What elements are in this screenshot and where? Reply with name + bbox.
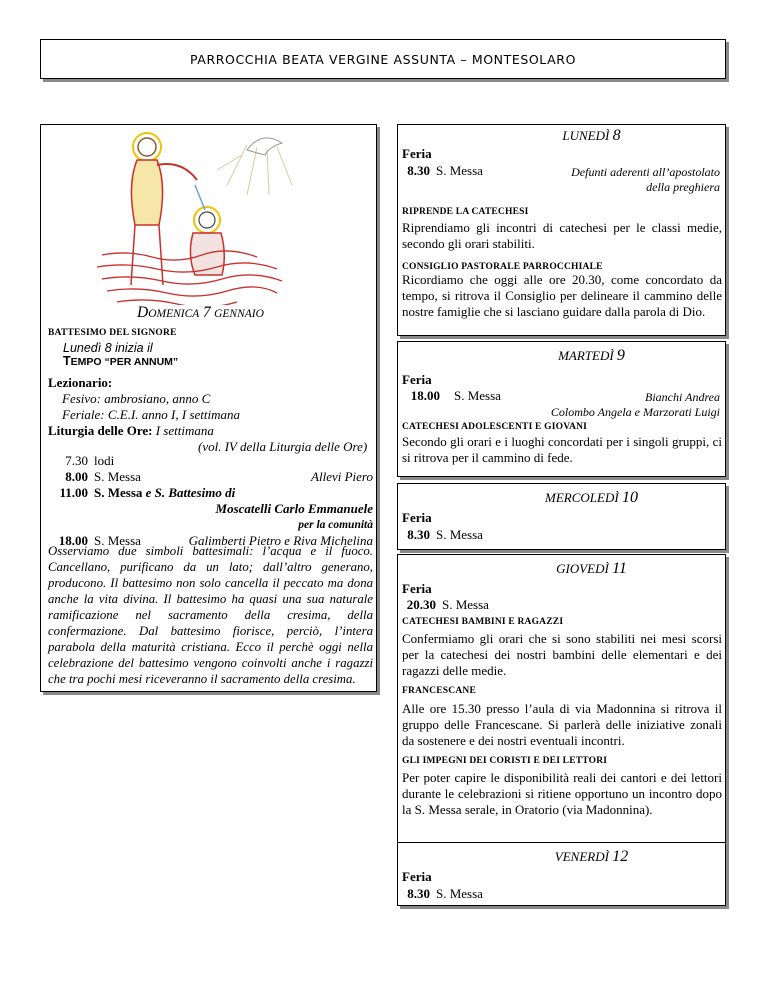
liturgia-value: I settimana	[155, 423, 214, 438]
mass-desc: S. Messa	[436, 163, 483, 178]
section-heading: FRANCESCANE	[402, 686, 476, 696]
schedule-row	[48, 453, 373, 469]
tempo-notice	[63, 342, 178, 369]
lezionario-block	[48, 375, 373, 455]
schedule-time: 11.00	[59, 485, 88, 500]
mass-time: 18.00	[410, 388, 440, 403]
mass-time: 8.30	[407, 163, 430, 178]
section-text: Riprendiamo gli incontri di catechesi per le classi medie, secondo gli orari stabiliti.	[402, 220, 722, 251]
tempo-line2	[63, 355, 178, 369]
schedule-desc: lodi	[94, 453, 115, 468]
mass-intent-line2: della preghiera	[646, 180, 720, 194]
tempo-line2-cap: T	[63, 354, 71, 368]
mass-desc: S. Messa	[436, 886, 483, 901]
schedule-desc-extra: e S. Battesimo di	[142, 485, 236, 500]
sunday-schedule	[48, 453, 373, 549]
mass-time: 8.30	[407, 527, 430, 542]
day-number: 12	[612, 848, 629, 865]
sunday-title	[137, 304, 264, 322]
schedule-row	[48, 485, 373, 501]
mass-intent	[551, 390, 720, 420]
schedule-desc: S. Messa	[94, 469, 141, 484]
sunday-title-cap: D	[137, 304, 149, 321]
mass-time: 20.30	[406, 597, 436, 612]
section-heading: CONSIGLIO PASTORALE PARROCCHIALE	[402, 262, 603, 272]
schedule-row	[48, 517, 373, 533]
sunday-title-rest: OMENICA	[148, 308, 200, 320]
schedule-desc: S. Messa	[94, 485, 143, 500]
schedule-time: 7.30	[65, 453, 88, 468]
section-text: Per poter capire le disponibilità reali dei cantori e dei lettori durante le celebrazioni si ritiene opportuno un incontro dopo la S. Messa serale, in Oratorio (via Madonnina).	[402, 770, 722, 817]
schedule-row	[48, 501, 373, 517]
tempo-line2-rest: EMPO “PER ANNUM”	[70, 356, 179, 368]
day-title	[398, 127, 725, 145]
section-text: Alle ore 15.30 presso l’aula di via Madonnina si ritrova il gruppo delle Francescane. Si parlerà delle iniziative zonali da sostenere e dei nostri eventuali incontri.	[402, 701, 722, 748]
schedule-row	[48, 469, 373, 485]
feria-label: Feria	[402, 869, 432, 884]
section-heading: CATECHESI ADOLESCENTI E GIOVANI	[402, 422, 588, 432]
friday-box	[397, 842, 726, 906]
mass-desc: S. Messa	[442, 597, 489, 612]
day-name: MERCOLEDÌ	[545, 490, 619, 505]
mass-intent	[571, 165, 720, 195]
section-text: Secondo gli orari e i luoghi concordati per i singoli gruppi, ci si ritrova per il cammino di fede.	[402, 434, 722, 465]
feria-label: Feria	[402, 581, 432, 596]
section-heading: CATECHESI BAMBINI E RAGAZZI	[402, 617, 564, 627]
day-name: MARTEDÌ	[558, 348, 614, 363]
feria-label: Feria	[402, 372, 432, 387]
thursday-box	[397, 554, 726, 853]
header-banner	[40, 39, 726, 79]
monday-box	[397, 124, 726, 336]
section-heading: RIPRENDE LA CATECHESI	[402, 207, 529, 217]
schedule-time: 8.00	[65, 469, 88, 484]
mass-desc: S. Messa	[436, 527, 483, 542]
section-text: Confermiamo gli orari che si sono stabiliti nei mesi scorsi per la catechesi dei nostri bambini delle elementari e dei ragazzi delle medie.	[402, 631, 722, 678]
day-number: 8	[612, 127, 621, 144]
day-name: GIOVEDÌ	[556, 561, 609, 576]
tuesday-box	[397, 341, 726, 477]
schedule-intent: Galimberti Pietro e Riva Michelina	[188, 533, 373, 548]
section-text: Ricordiamo che oggi alle ore 20.30, come concordato da tempo, si ritrova il Consiglio per delineare il cammino delle nostre famiglie che si lasciano guidare dalla parola di Dio.	[402, 272, 722, 319]
schedule-intent: Moscatelli Carlo Emmanuele	[215, 501, 373, 516]
day-title	[398, 848, 725, 866]
header-title: PARROCCHIA BEATA VERGINE ASSUNTA – MONTESOLARO	[189, 51, 577, 67]
mass-intent-line2: Colombo Angela e Marzorati Luigi	[550, 405, 720, 419]
schedule-time: 18.00	[58, 533, 88, 548]
lezionario-feriale: Feriale: C.E.I. anno I, I settimana	[62, 407, 240, 422]
schedule-intent: Allevi Piero	[311, 469, 373, 484]
liturgia-label: Liturgia delle Ore:	[48, 423, 153, 438]
sunday-reflection: Osserviamo due simboli battesimali: l’acqua e il fuoco. Cancellano, purificano da un lato; dall’altro generano, producono. Il battesimo non solo cancella il peccato ma dona anche la vita divina. Il battesimo ha quasi una sua naturale ramificazione nel sacramento della cresima, della confermazione. Dal battesimo fiorisce, perciò, l’intera parabola della maturità cristiana. Ecco il perchè oggi nella celebrazione del battesimo vengono coinvolti anche i ragazzi che tra pochi mesi riceveranno il sacramento della cresima.	[48, 544, 373, 686]
liturgia-note: (vol. IV della Liturgia delle Ore)	[198, 439, 368, 454]
day-title	[398, 347, 725, 365]
day-name: LUNEDÌ	[562, 128, 610, 143]
wednesday-box	[397, 483, 726, 550]
day-name: VENERDÌ	[554, 849, 609, 864]
schedule-intent: per la comunità	[298, 519, 373, 531]
mass-line	[398, 597, 725, 613]
day-number: 9	[616, 347, 625, 364]
day-number: 11	[612, 560, 627, 577]
day-number: 10	[621, 489, 638, 506]
schedule-desc: S. Messa	[94, 533, 141, 548]
feria-label: Feria	[402, 146, 432, 161]
feast-title: BATTESIMO DEL SIGNORE	[48, 328, 177, 338]
sunday-title-month: GENNAIO	[214, 308, 264, 320]
feria-label: Feria	[402, 510, 432, 525]
lezionario-label: Lezionario:	[48, 375, 113, 390]
tempo-line1: Lunedì 8 inizia il	[63, 341, 153, 355]
mass-line	[398, 886, 725, 902]
lezionario-festivo: Fesivo: ambrosiano, anno C	[62, 391, 211, 406]
day-title	[398, 489, 725, 507]
mass-line	[398, 527, 725, 543]
baptism-illustration	[97, 125, 307, 305]
mass-intent-line1: Defunti aderenti all’apostolato	[571, 165, 720, 179]
mass-intent-line1: Bianchi Andrea	[645, 390, 720, 404]
day-title	[398, 560, 725, 578]
mass-time: 8.30	[407, 886, 430, 901]
mass-desc: S. Messa	[454, 388, 501, 403]
section-heading: GLI IMPEGNI DEI CORISTI E DEI LETTORI	[402, 756, 608, 766]
sunday-box	[40, 124, 377, 692]
sunday-title-num: 7	[202, 304, 211, 321]
